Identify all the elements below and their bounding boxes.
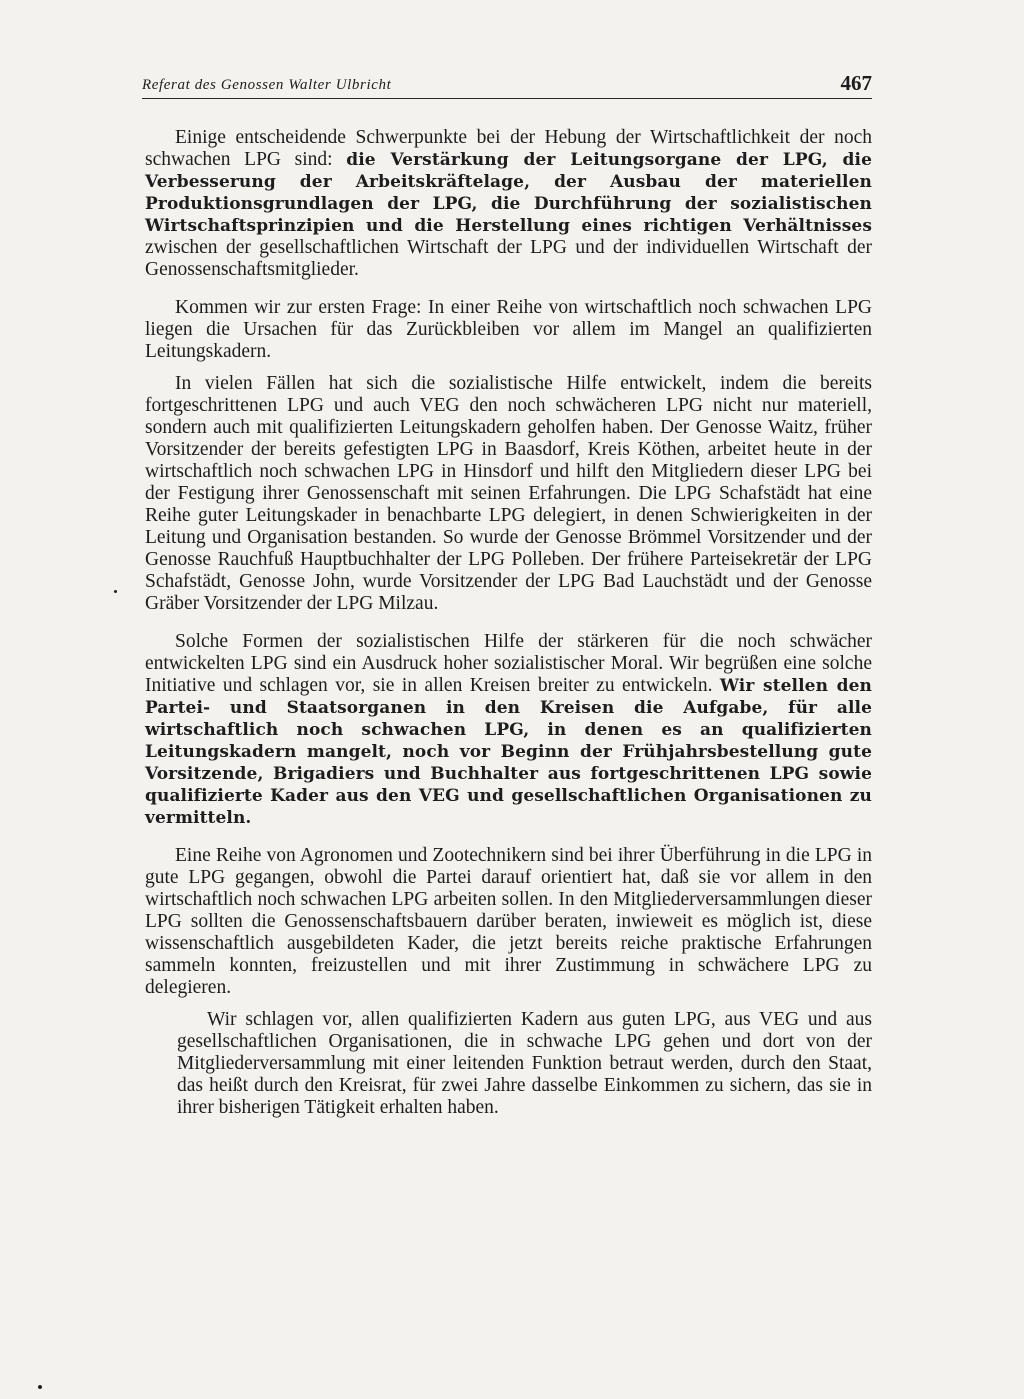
paragraph-6: Wir schlagen vor, allen qualifizierten Kadern aus guten LPG, aus VEG und aus gesellschaftlichen Organisationen, die in schwache LPG gehen und dort von der Mitgliederversammlung mit einer leitenden Funktion betraut werden, durch den Staat, das heißt durch den Kreisrat, für zwei Jahre dasselbe Einkommen zu sichern, das sie in ihrer bisherigen Tätigkeit erhalten haben. <box>177 1009 872 1118</box>
paragraph-3: In vielen Fällen hat sich die sozialistische Hilfe entwickelt, indem die bereits fortgeschrittenen LPG und auch VEG den noch schwächeren LPG nicht nur materiell, sondern auch mit qualifizierten Leitungskadern geholfen haben. Der Genosse Waitz, früher Vorsitzender der bereits gefestigten LPG in Baasdorf, Kreis Köthen, arbeitet heute in der wirtschaftlich noch schwachen LPG in Hinsdorf und hilft den Mitgliedern dieser LPG bei der Festigung ihrer Genossenschaft mit seinen Erfahrungen. Die LPG Schafstädt hat eine Reihe guter Leitungskader in benachbarte LPG delegiert, in denen Schwierigkeiten in der Leitung und Organisation bestanden. So wurde der Genosse Brömmel Vorsitzender und der Genosse Rauchfuß Hauptbuchhalter der LPG Polleben. Der frühere Parteisekretär der LPG Schafstädt, Genosse John, wurde Vorsitzender der LPG Bad Lauchstädt und der Genosse Gräber Vorsitzender der LPG Milzau. <box>145 373 872 614</box>
paragraph-1-bold: die Verstärkung der Leitungsorgane der LPG, die Verbesserung der Arbeitskräftelage, der Ausbau der materiellen Produktionsgrundlagen der LPG, die Durchführung der sozialistischen Wirtschaftsprinzipien und die Herstellung eines richtigen Verhältnisses <box>145 150 872 236</box>
paragraph-2: Kommen wir zur ersten Frage: In einer Reihe von wirtschaftlich noch schwachen LPG liegen die Ursachen für das Zurückbleiben vor allem im Mangel an qualifizierten Leitungskadern. <box>145 297 872 362</box>
running-title: Referat des Genossen Walter Ulbricht <box>142 77 392 93</box>
page-header <box>142 70 872 99</box>
paragraph-4 <box>145 631 872 829</box>
paragraph-4-bold: Wir stellen den Partei- und Staatsorganen in den Kreisen die Aufgabe, für alle wirtschaftlich noch schwachen LPG, in denen es an qualifizierten Leitungskadern mangelt, noch vor Beginn der Frühjahrsbestellung gute Vorsitzende, Brigadiers und Buchhalter aus fortgeschrittenen LPG sowie qualifizierte Kader aus den VEG und gesellschaftlichen Organisationen zu vermitteln. <box>145 676 872 828</box>
page-number: 467 <box>840 71 872 95</box>
paragraph-4-text: Solche Formen der sozialistischen Hilfe der stärkeren für die noch schwächer entwickelten LPG sind ein Ausdruck hoher sozialistischer Moral. Wir begrüßen eine solche Initiative und schlagen vor, sie in allen Kreisen breiter zu entwickeln. <box>145 631 872 696</box>
paragraph-1-text-a: Einige entscheidende Schwerpunkte bei der Hebung der Wirtschaftlichkeit der noch schwachen LPG sind: <box>145 127 872 170</box>
paragraph-1-text-b: zwischen der gesellschaftlichen Wirtschaft der LPG und der individuellen Wirtschaft der Genossenschaftsmitglieder. <box>145 237 872 280</box>
body-text <box>145 127 872 1119</box>
paragraph-5: Eine Reihe von Agronomen und Zootechnikern sind bei ihrer Überführung in die LPG in gute LPG gegangen, obwohl die Partei darauf orientiert hat, daß sie vor allem in den wirtschaftlich noch schwachen LPG arbeiten sollen. In den Mitgliederversammlungen dieser LPG sollten die Genossenschaftsbauern darüber beraten, inwieweit es möglich ist, diese wissenschaftlich ausgebildeten Kader, die jetzt bereits reiche praktische Erfahrungen sammeln konnten, freizustellen und mit ihrer Zustimmung in schwächere LPG zu delegieren. <box>145 845 872 998</box>
scan-speck <box>38 1385 42 1389</box>
scan-speck <box>114 590 117 593</box>
paragraph-1 <box>145 127 872 281</box>
